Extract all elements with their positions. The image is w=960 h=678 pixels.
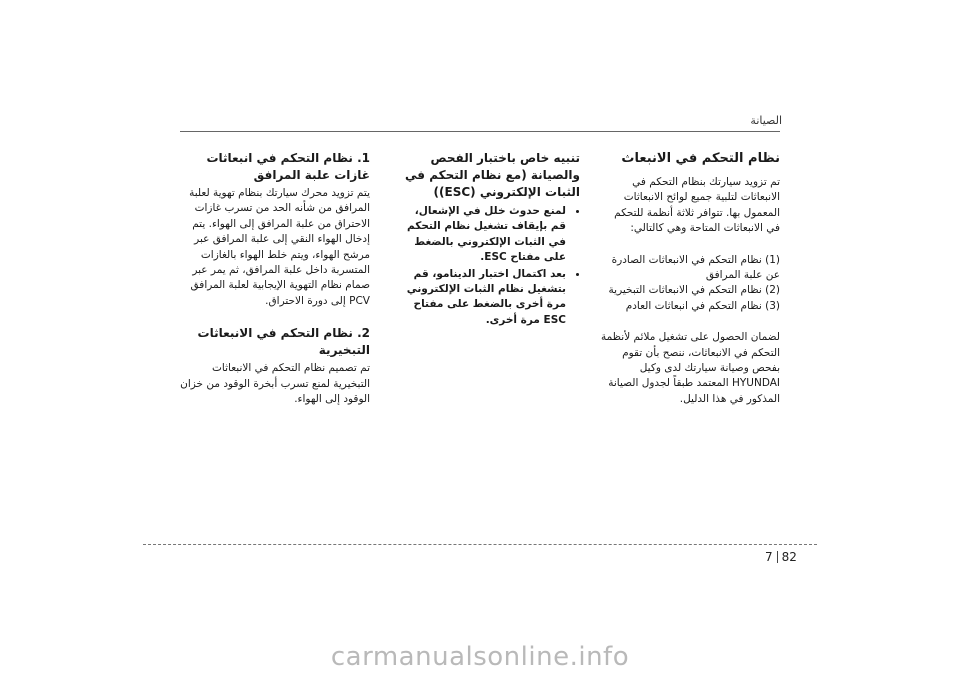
watermark: carmanualsonline.info <box>330 642 630 672</box>
closing-paragraph: لضمان الحصول على تشغيل ملائم لأنظمة التحكم في الانبعاثات، ننصح بأن تقوم بفحص وصيانة سيارتك لدى وكيل HYUNDAI المعتمد طبقاً لجدول الصيانة المذكور في هذا الدليل. <box>600 331 780 405</box>
crankcase-body: يتم تزويد محرك سيارتك بنظام تهوية لعلبة المرافق من شأنه الحد من تسرب غازات الاحتراق من علبة المرافق إلى الهواء. يتم إدخال الهواء النقي إلى علبة المرافق عبر مرشح الهواء، ويتم خلط الهواء بالغازات المتسربة داخل علبة المرافق، ثم يمر عبر صمام نظام التهوية الإيجابية لعلبة المرافق PCV إلى دورة الاحتراق. <box>189 187 370 307</box>
right-column <box>598 150 780 423</box>
emission-control-title: نظام التحكم في الانبعاث <box>621 151 780 166</box>
evaporative-title: 2. نظام التحكم في الانبعاثات التبخيرية <box>197 326 370 358</box>
list-item: (2) نظام التحكم في الانبعاثات التبخيرية <box>608 284 780 297</box>
list-item: (1) نظام التحكم في الانبعاثات الصادرة عن علبة المرافق <box>611 253 780 282</box>
page-number-divider <box>777 551 778 563</box>
intro-paragraph: تم تزويد سيارتك بنظام التحكم في الانبعاثات لتلبية جميع لوائح الانبعاثات المعمول بها. تتوافر ثلاثة أنظمة للتحكم في الانبعاثات المتاحة وهي كالتالي: <box>614 176 780 235</box>
page-section: 7 <box>765 550 773 564</box>
esc-bullets <box>398 203 580 328</box>
footer-divider <box>143 544 817 545</box>
section-header: الصيانة <box>750 114 782 127</box>
crankcase-title: 1. نظام التحكم في انبعاثات غازات علبة المرافق <box>206 151 370 182</box>
list-item: (3) نظام التحكم في انبعاثات العادم <box>625 299 780 312</box>
systems-list <box>598 253 780 315</box>
esc-note-title: تنبيه خاص باختبار الفحص والصيانة (مع نظام التحكم في الثبات الإلكتروني (ESC)) <box>405 151 580 199</box>
list-item: • لمنع حدوث خلل في الإشعال، قم بإيقاف تشغيل نظام التحكم في الثبات الإلكتروني بالضغط على مفتاح ESC. <box>398 203 566 266</box>
evaporative-body: تم تصميم نظام التحكم في الانبعاثات التبخيرية لمنع تسرب أبخرة الوقود من خزان الوقود إلى الهواء. <box>180 362 370 406</box>
left-column <box>180 150 370 423</box>
page-number <box>765 550 797 564</box>
header-divider <box>180 131 780 132</box>
list-item: • بعد اكتمال اختبار الدينامو، قم بتشغيل نظام الثبات الإلكتروني مرة أخرى بالضغط على مفتاح ESC مرة أخرى. <box>398 266 566 329</box>
middle-column <box>398 150 580 328</box>
page-number-value: 82 <box>781 550 797 564</box>
